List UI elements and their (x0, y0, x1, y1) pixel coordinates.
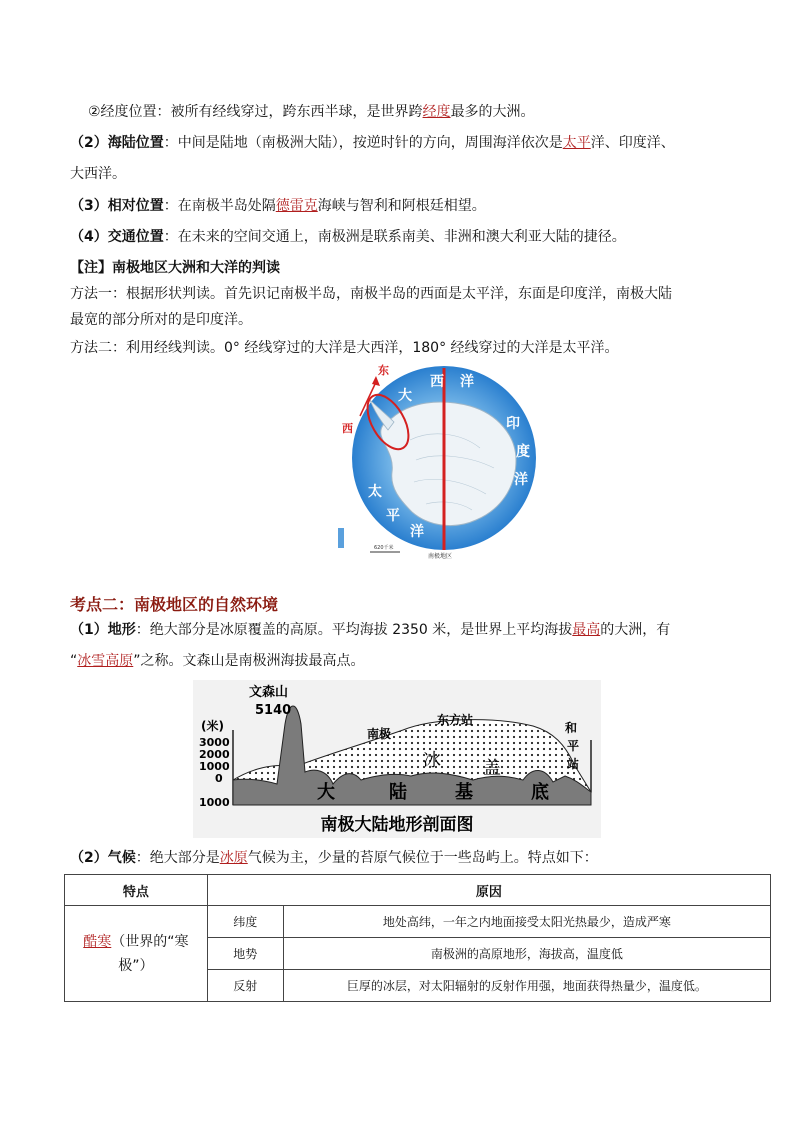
text-segment: ：绝大部分是冰原覆盖的高原。平均海拔 2350 米，是世界上平均海拔 (135, 622, 573, 638)
tick-label: 2000 (199, 748, 230, 761)
item-label: （3）相对位置 (70, 198, 164, 214)
highlight-severe-cold: 酷寒 (83, 933, 112, 950)
antarctica-map (330, 360, 550, 560)
text-segment: ：中间是陆地（南极洲大陆），按逆时针的方向，周围海洋依次是 (163, 135, 563, 151)
sea-land-continuation: 大西洋。 (70, 166, 126, 182)
text-segment: ②经度位置：被所有经线穿过，跨东西半球，是世界跨 (88, 104, 423, 120)
longitude-position-line (88, 102, 535, 122)
highlight-ice-field: 冰原 (219, 850, 248, 866)
ice-char-2: 盖 (483, 758, 501, 779)
base-char-3: 基 (455, 782, 473, 803)
pacific-char-1: 太 (368, 484, 382, 500)
vinson-label: 文森山 (249, 685, 289, 700)
text-segment: “ (70, 653, 78, 669)
y-unit: (米) (201, 719, 224, 733)
factor-cell: 反射 (207, 970, 283, 1002)
text-segment: 海峡与智利和阿根廷相望。 (317, 198, 486, 214)
text-segment: 的大洲，有 (600, 622, 671, 638)
header-feature: 特点 (65, 875, 208, 906)
text-segment: ：在未来的空间交通上，南极洲是联系南美、非洲和澳大利亚大陆的捷径。 (163, 229, 626, 245)
atlantic-char-1: 大 (398, 388, 412, 404)
indian-char-3: 洋 (514, 472, 528, 488)
atlantic-char-2: 西 (430, 374, 444, 390)
method-one-line-2: 最宽的部分所对的是印度洋。 (70, 312, 252, 328)
base-char-2: 陆 (389, 782, 407, 803)
terrain-line-2 (70, 651, 365, 671)
factor-cell: 地势 (207, 938, 283, 970)
west-label: 西 (342, 422, 353, 435)
section-title: 考点二：南极地区的自然环境 (70, 595, 279, 614)
south-pole-label: 南极 (367, 727, 392, 741)
atlantic-char-3: 洋 (460, 374, 474, 390)
mirny-char-2: 平 (567, 739, 580, 753)
feature-text: （世界的“寒极”） (111, 933, 189, 974)
profile-caption: 南极大陆地形剖面图 (320, 815, 474, 835)
highlight-ice-plateau: 冰雪高原 (77, 653, 134, 669)
highlight-longitude: 经度 (422, 104, 451, 120)
reason-cell: 地处高纬，一年之内地面接受太阳光热最少，造成严寒 (283, 906, 770, 938)
mirny-char-3: 站 (567, 757, 580, 771)
highlight-highest: 最高 (572, 622, 601, 638)
climate-table (64, 874, 771, 1002)
method-one-line-1: 方法一：根据形状判读。首先识记南极半岛，南极半岛的西面是太平洋，东面是印度洋，南极大陆 (70, 286, 672, 302)
factor-cell: 纬度 (207, 906, 283, 938)
legend-bar (338, 528, 344, 548)
arrow-head-icon (372, 376, 380, 386)
item-label: （1）地形 (70, 622, 136, 638)
sea-land-position-line (70, 133, 675, 153)
base-char-1: 大 (317, 782, 335, 803)
east-label: 东 (378, 364, 389, 377)
vinson-height: 5140 (255, 703, 292, 718)
relative-position-line (70, 196, 486, 216)
tick-label: 3000 (199, 736, 230, 749)
highlight-drake: 德雷克 (275, 198, 318, 214)
base-char-4: 底 (531, 782, 549, 803)
note-title: 【注】南极地区大洲和大洋的判读 (70, 260, 280, 276)
item-label: （4）交通位置 (70, 229, 164, 245)
highlight-pacific: 太平 (562, 135, 591, 151)
text-segment: 气候为主，少量的苔原气候位于一些岛屿上。特点如下： (247, 850, 598, 866)
table-header-row (65, 875, 771, 906)
text-segment: ：在南极半岛处隔 (163, 198, 276, 214)
text-segment: 洋、印度洋、 (590, 135, 675, 151)
terrain-profile-diagram (193, 680, 601, 838)
indian-char-1: 印 (506, 416, 520, 432)
ice-char-1: 冰 (423, 750, 441, 771)
reason-cell: 南极洲的高原地形，海拔高，温度低 (283, 938, 770, 970)
traffic-position-line (70, 227, 626, 247)
item-label: （2）海陆位置 (70, 135, 164, 151)
reason-cell: 巨厚的冰层，对太阳辐射的反射作用强，地面获得热量少，温度低。 (283, 970, 770, 1002)
pacific-char-2: 平 (386, 508, 400, 524)
tick-label: 0 (215, 772, 223, 785)
climate-line (70, 848, 598, 868)
method-two-line: 方法二：利用经线判读。0° 经线穿过的大洋是大西洋，180° 经线穿过的大洋是太平洋。 (70, 340, 619, 356)
text-segment: 最多的大洲。 (450, 104, 535, 120)
pacific-char-3: 洋 (410, 524, 424, 540)
indian-char-2: 度 (516, 444, 530, 460)
scale-label: 620千米 (374, 545, 394, 551)
mirny-char-1: 和 (565, 721, 578, 735)
table-row (65, 906, 771, 938)
text-segment: ”之称。文森山是南极洲海拔最高点。 (133, 653, 365, 669)
feature-cell (65, 906, 208, 1002)
map-caption: 南极地区 (428, 553, 453, 560)
vostok-label: 东方站 (437, 713, 474, 727)
terrain-line (70, 620, 670, 640)
tick-label: 1000 (199, 796, 230, 809)
tick-label: 1000 (199, 760, 230, 773)
header-reason: 原因 (207, 875, 770, 906)
item-label: （2）气候 (70, 850, 136, 866)
text-segment: ：绝大部分是 (135, 850, 220, 866)
